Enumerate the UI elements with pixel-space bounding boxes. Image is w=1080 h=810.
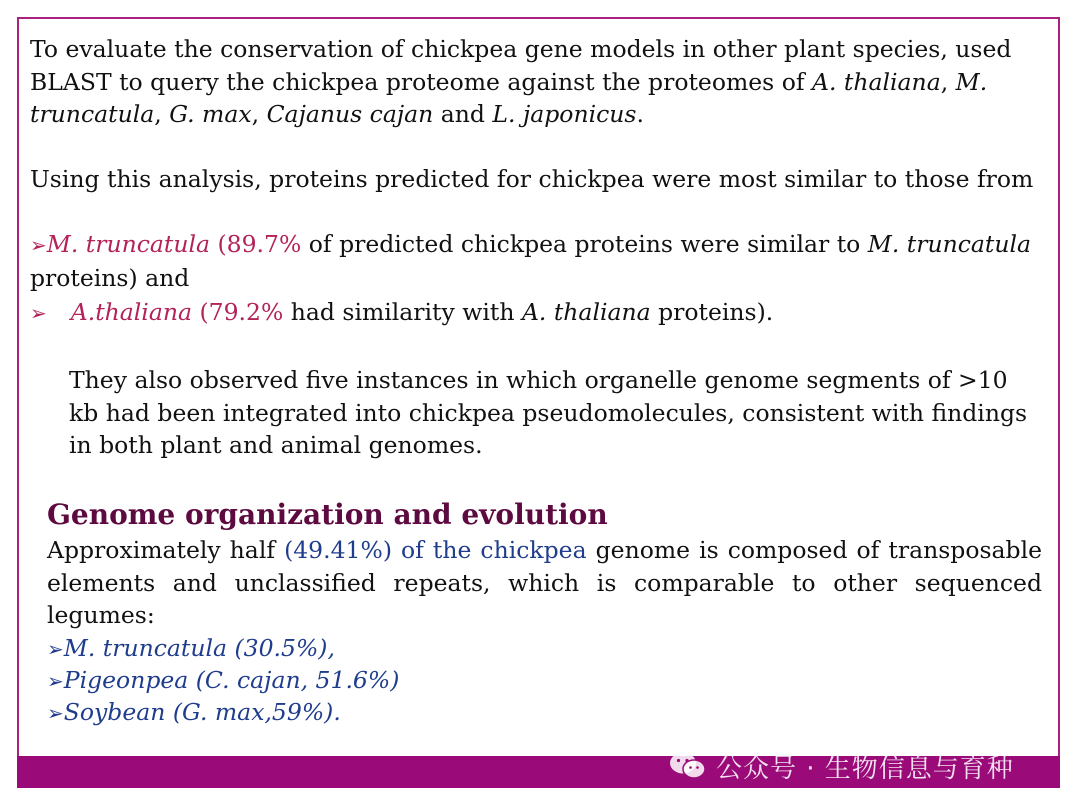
bullet-text-end: proteins) and xyxy=(30,263,190,292)
separator: , xyxy=(940,67,956,96)
arrow-bullet-icon: ➢ xyxy=(47,701,64,725)
list-item xyxy=(47,664,399,698)
watermark-text: 公众号 · 生物信息与育种 xyxy=(716,753,1014,784)
species-l-japonicus: L. japonicus xyxy=(492,100,637,128)
bullet-species: M. truncatula xyxy=(46,230,210,258)
bullet-text-end: proteins). xyxy=(650,298,774,326)
intro-paragraph xyxy=(30,33,1040,131)
bullet-percentage: (79.2% xyxy=(191,298,284,326)
species-cajanus-cajan: Cajanus cajan xyxy=(266,100,434,128)
section-heading: Genome organization and evolution xyxy=(47,498,608,531)
arrow-bullet-icon: ➢ xyxy=(47,637,64,661)
analysis-paragraph: Using this analysis, proteins predicted for chickpea were most similar to those from xyxy=(30,165,1034,193)
bullet-species-ref: M. truncatula xyxy=(867,230,1031,258)
bullet-species-ref: A. thaliana xyxy=(521,298,651,326)
bullet-text: of predicted chickpea proteins were similar to xyxy=(301,230,868,258)
list-item-text: M. truncatula (30.5%), xyxy=(63,634,335,662)
species-m-truncatula: M. truncatula xyxy=(30,67,988,128)
organelle-paragraph: They also observed five instances in which organelle genome segments of >10 kb had been integrated into chickpea pseudomolecules, consistent with findings in both plant and animal genomes. xyxy=(69,366,1028,459)
period: . xyxy=(636,100,644,128)
species-g-max: G. max xyxy=(169,100,252,128)
arrow-bullet-icon: ➢ xyxy=(30,233,47,257)
intro-text: To evaluate the conservation of chickpea gene models in other plant species, used BLAST to query the chickpea proteome against the proteomes of xyxy=(30,35,1012,96)
separator: , xyxy=(251,100,267,128)
species-a-thaliana: A. thaliana xyxy=(812,67,941,96)
bullet-percentage: (89.7% xyxy=(210,230,302,258)
watermark xyxy=(668,746,1014,786)
list-item xyxy=(47,632,335,666)
genome-highlight: (49.41%) of the chickpea xyxy=(284,536,587,564)
genome-text-end: genome is composed of transposable elements and unclassified repeats, which is comparable to other sequenced legumes: xyxy=(47,536,1043,629)
bullet-m-truncatula xyxy=(30,228,1045,294)
bullet-a-thaliana xyxy=(30,296,1045,330)
separator: , xyxy=(154,100,170,128)
list-item-text: Soybean (G. max,59%). xyxy=(63,698,341,726)
bullet-species: A.thaliana xyxy=(70,298,192,326)
genome-paragraph xyxy=(47,534,1042,632)
arrow-bullet-icon: ➢ xyxy=(47,669,64,693)
conjunction: and xyxy=(433,100,493,128)
list-item xyxy=(47,696,341,730)
wechat-icon xyxy=(668,750,708,782)
arrow-bullet-icon: ➢ xyxy=(30,301,47,325)
bullet-text: had similarity with xyxy=(283,298,522,326)
genome-text-start: Approximately half xyxy=(47,536,285,564)
list-item-text: Pigeonpea (C. cajan, 51.6%) xyxy=(63,666,400,694)
